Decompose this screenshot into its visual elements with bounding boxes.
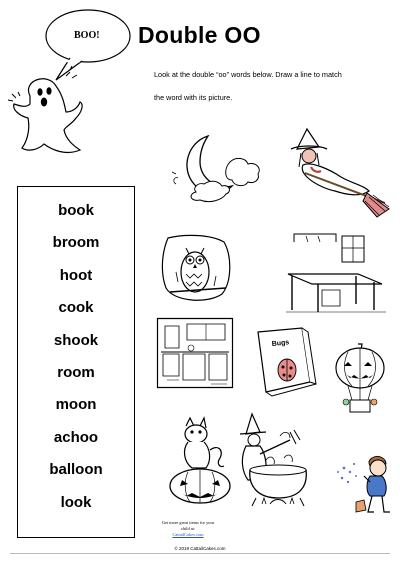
crescent-moon-icon[interactable] [170,128,280,206]
word-item[interactable]: book [58,202,94,219]
word-item[interactable]: balloon [49,461,103,479]
book-icon[interactable] [254,326,320,398]
page-title: Double OO [138,22,261,48]
word-item[interactable]: hoot [59,266,93,284]
word-list-box [17,186,135,538]
witch-on-broom-icon[interactable] [285,125,395,220]
instruction-line-2: the word with its picture. [154,93,233,102]
footer-note-text: Get more great items for your child at: [161,520,215,531]
cat-on-pumpkin-icon[interactable] [166,416,238,506]
word-item[interactable]: broom [52,234,100,252]
owl-icon[interactable] [160,232,235,307]
bottom-divider [10,553,390,554]
word-item[interactable]: achoo [53,428,99,446]
bubble-text: BOO! [74,30,100,41]
word-item[interactable]: look [60,493,92,511]
word-list [18,201,134,525]
word-item[interactable]: room [57,363,95,381]
word-item[interactable]: moon [55,396,97,414]
footer-note [160,520,216,538]
witch-cauldron-icon[interactable] [230,410,318,510]
kitchen-icon[interactable] [157,318,233,388]
footer-link[interactable]: CattailCakes.com [172,532,204,537]
instruction-line-1: Look at the double “oo” words below. Draw a line to match [154,70,342,79]
boy-sneezing-icon[interactable] [334,452,394,518]
pumpkin-balloon-icon[interactable] [330,340,392,420]
word-item[interactable]: shook [53,331,99,349]
book-cover-title: Bugs [271,339,290,348]
ghost-icon [0,0,150,180]
room-table-icon[interactable] [286,232,386,314]
copyright-text: © 2019 CattailCakes.com [174,546,226,551]
word-item[interactable]: cook [58,299,94,317]
